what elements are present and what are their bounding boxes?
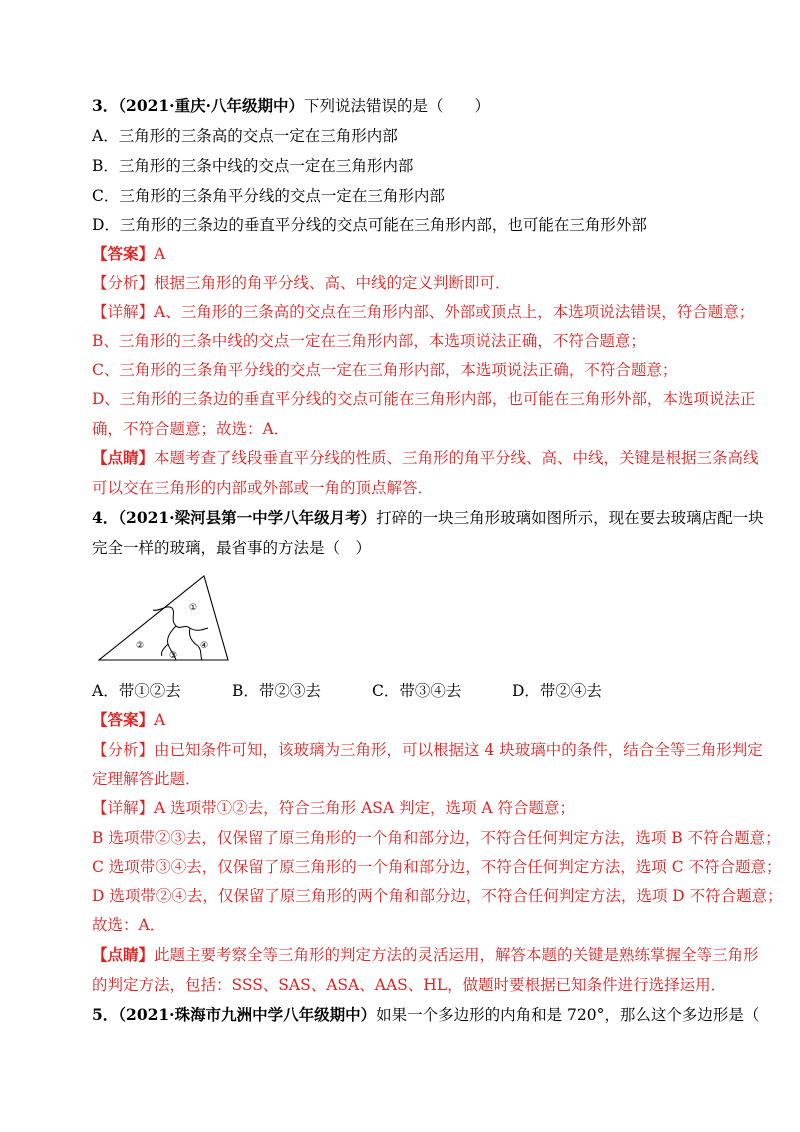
- q4-answer: [92, 710, 165, 730]
- q3-source: （2021·重庆·八年级期中）: [118, 96, 304, 115]
- q3-detail-text-1: A、三角形的三条高的交点在三角形内部、外部或顶点上，本选项说法错误，符合题意；: [154, 303, 755, 321]
- q3-comment-text-1: 本题考查了线段垂直平分线的性质、三角形的角平分线、高、中线，关键是根据三条高线: [154, 449, 759, 467]
- q4-analysis-line-1: [92, 740, 763, 760]
- q3-comment-line-1: [92, 448, 759, 468]
- q3-option-c: C．三角形的三条角平分线的交点一定在三角形内部: [92, 187, 445, 205]
- triangle-outline: [99, 576, 228, 660]
- q5-number: 5．: [92, 1005, 119, 1024]
- q4-detail-label: 【详解】: [92, 799, 155, 817]
- q3-detail-line-3: C、三角形的三条角平分线的交点一定在三角形内部，本选项说法正确，不符合题意；: [92, 361, 678, 379]
- q3-detail-label: 【详解】: [92, 303, 155, 321]
- q4-detail-text-1: A 选项带①②去，符合三角形 ASA 判定，选项 A 符合题意；: [154, 799, 576, 817]
- q4-comment-line-1: [92, 945, 759, 965]
- q4-source: （2021·梁河县第一中学八年级月考）: [118, 508, 377, 527]
- crack-line-small: [161, 644, 168, 656]
- q3-detail-line-4: D、三角形的三条边的垂直平分线的交点可能在三角形内部，也可能在三角形外部，本选项说法正: [92, 390, 756, 408]
- q3-detail-line-1: [92, 302, 754, 322]
- q3-option-d: D．三角形的三条边的垂直平分线的交点可能在三角形内部，也可能在三角形外部: [92, 216, 647, 234]
- q4-answer-label: 【答案】: [92, 710, 155, 729]
- q3-number: 3．: [92, 96, 119, 115]
- q4-analysis-line-2: 定理解答此题．: [92, 770, 201, 788]
- q4-detail-line-5: 故选：A．: [92, 916, 166, 934]
- q3-analysis-text: 根据三角形的角平分线、高、中线的定义判断即可．: [154, 274, 511, 292]
- q5-stem-line: [92, 1005, 759, 1025]
- q4-detail-line-4: D 选项带②④去，仅保留了原三角形的两个角和部分边，不符合任何判定方法，选项 D 不符合题意；: [92, 887, 783, 905]
- q3-answer: [92, 244, 165, 264]
- q4-stem-text-1: 打碎的一块三角形玻璃如图所示，现在要去玻璃店配一块: [376, 509, 764, 527]
- q3-analysis-label: 【分析】: [92, 274, 155, 292]
- q3-comment-line-2: 可以交在三角形的内部或外部或一角的顶点解答．: [92, 479, 434, 497]
- q4-detail-line-3: C 选项带③④去，仅保留了原三角形的一个角和部分边，不符合任何判定方法，选项 C 不符合题意；: [92, 858, 782, 876]
- q5-source: （2021·珠海市九洲中学八年级期中）: [118, 1005, 377, 1024]
- q3-option-b: B．三角形的三条中线的交点一定在三角形内部: [92, 157, 414, 175]
- piece-label-3: ③: [169, 651, 178, 661]
- q3-detail-line-2: B、三角形的三条中线的交点一定在三角形内部，本选项说法正确，不符合题意；: [92, 332, 646, 350]
- q4-analysis-text-1: 由已知条件可知，该玻璃为三角形，可以根据这 4 块玻璃中的条件，结合全等三角形判定: [154, 741, 763, 759]
- broken-triangle-glass-figure: [96, 574, 236, 666]
- q4-answer-value: A: [154, 711, 166, 729]
- q3-stem-line: [92, 96, 490, 116]
- q3-option-a: A．三角形的三条高的交点一定在三角形内部: [92, 127, 398, 145]
- q4-comment-line-2: 的判定方法，包括：SSS、SAS、ASA、AAS、HL，做题时要根据已知条件进行选择运用．: [92, 976, 727, 994]
- q4-detail-line-1: [92, 798, 575, 818]
- q4-detail-line-2: B 选项带②③去，仅保留了原三角形的一个角和部分边，不符合任何判定方法，选项 B 不符合题意；: [92, 829, 781, 847]
- q5-stem: 如果一个多边形的内角和是 720°，那么这个多边形是（: [376, 1006, 760, 1024]
- q3-answer-label: 【答案】: [92, 244, 155, 263]
- q4-option-c: C．带③④去: [372, 682, 462, 700]
- q4-stem-line-2: 完全一样的玻璃，最省事的方法是（ ）: [92, 539, 372, 557]
- q4-comment-text-1: 此题主要考察全等三角形的判定方法的灵活运用，解答本题的关键是熟练掌握全等三角形: [154, 946, 759, 964]
- q4-analysis-label: 【分析】: [92, 741, 155, 759]
- q4-stem-line-1: [92, 508, 764, 528]
- q3-analysis: [92, 273, 511, 293]
- q4-comment-label: 【点睛】: [92, 945, 155, 964]
- q4-option-a: A．带①②去: [92, 682, 181, 700]
- piece-label-4: ④: [200, 641, 209, 651]
- q4-number: 4．: [92, 508, 119, 527]
- q4-option-d: D．带②④去: [512, 682, 602, 700]
- q3-detail-line-5: 确，不符合题意；故选：A．: [92, 420, 290, 438]
- q3-answer-value: A: [154, 245, 166, 263]
- q3-stem: 下列说法错误的是（ ）: [303, 97, 490, 115]
- piece-label-1: ①: [189, 603, 198, 613]
- q3-comment-label: 【点睛】: [92, 448, 155, 467]
- piece-label-2: ②: [136, 641, 145, 651]
- q4-option-b: B．带②③去: [232, 682, 321, 700]
